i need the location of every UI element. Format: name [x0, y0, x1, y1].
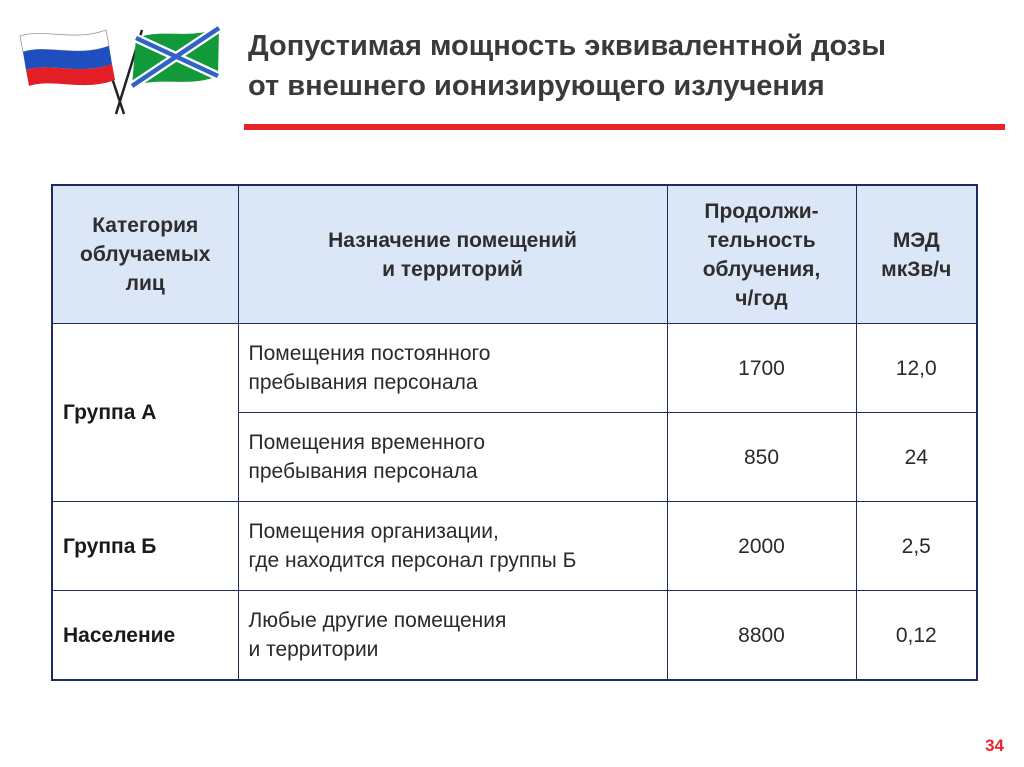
- dose-cell: 24: [856, 413, 977, 502]
- table-row: [52, 502, 977, 591]
- russia-flag-icon: [20, 30, 124, 114]
- dose-cell: 2,5: [856, 502, 977, 591]
- table-header-row: [52, 185, 977, 324]
- purpose-cell: Помещения организации, где находится персонал группы Б: [238, 502, 667, 591]
- purpose-cell: Помещения временного пребывания персонала: [238, 413, 667, 502]
- category-cell: Группа Б: [52, 502, 238, 591]
- andreevsky-border-flag-icon: [116, 28, 219, 114]
- hours-cell: 1700: [667, 324, 856, 413]
- table-row: [52, 324, 977, 413]
- hours-cell: 2000: [667, 502, 856, 591]
- category-cell: Группа А: [52, 324, 238, 502]
- header-purpose: Назначение помещений и территорий: [238, 185, 667, 324]
- dose-cell: 12,0: [856, 324, 977, 413]
- header-dose-rate: МЭД мкЗв/ч: [856, 185, 977, 324]
- dose-cell: 0,12: [856, 591, 977, 681]
- dose-rate-table: [51, 184, 978, 681]
- category-cell: Население: [52, 591, 238, 681]
- title-underline: [244, 124, 1005, 130]
- header-category: Категория облучаемых лиц: [52, 185, 238, 324]
- hours-cell: 8800: [667, 591, 856, 681]
- slide-title-line-1: Допустимая мощность эквивалентной дозы: [248, 30, 886, 62]
- flags-emblem: [14, 18, 226, 120]
- header-duration: Продолжи- тельность облучения, ч/год: [667, 185, 856, 324]
- purpose-cell: Помещения постоянного пребывания персонала: [238, 324, 667, 413]
- slide-title: [248, 26, 1018, 106]
- hours-cell: 850: [667, 413, 856, 502]
- page-number: 34: [985, 736, 1004, 755]
- purpose-cell: Любые другие помещения и территории: [238, 591, 667, 681]
- slide-title-line-2: от внешнего ионизирующего излучения: [248, 70, 825, 102]
- table-row: [52, 591, 977, 681]
